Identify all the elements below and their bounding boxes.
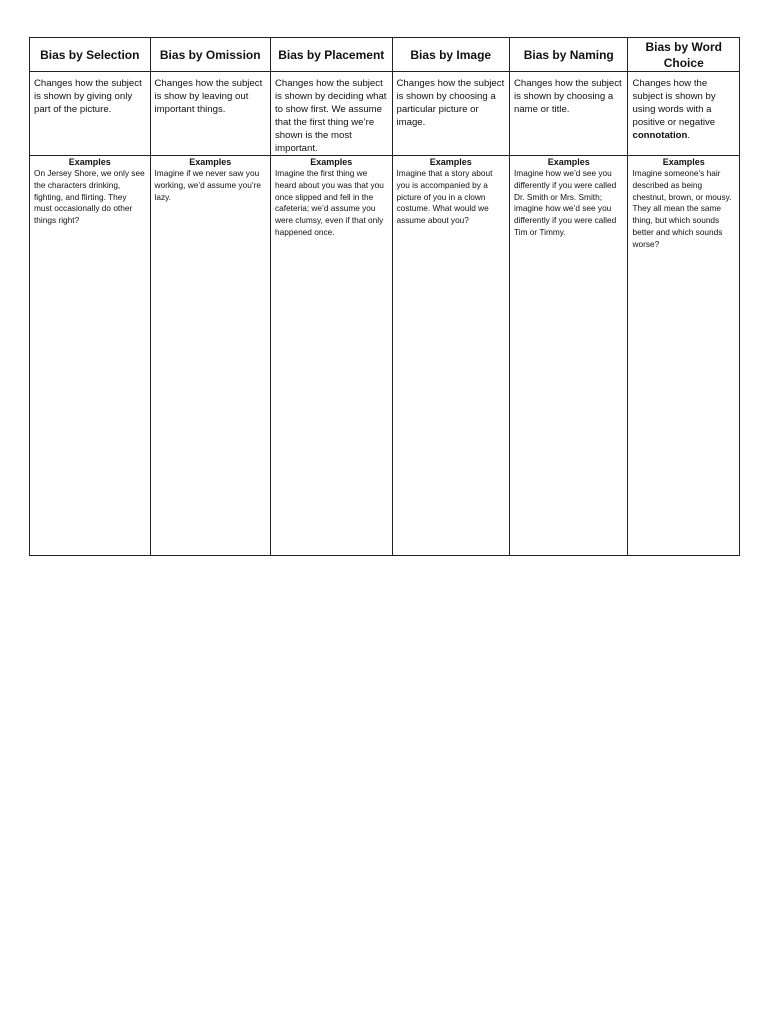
- examples-row: [30, 156, 740, 556]
- example-naming: Imagine how we’d see you differently if you were called Dr. Smith or Mrs. Smith; imagine how we’d see you differently if you were called Tim or Timmy.: [513, 168, 617, 237]
- examples-cell-image: [392, 156, 509, 556]
- examples-cell-omission: [150, 156, 271, 556]
- description-selection: Changes how the subject is shown by giving only part of the picture.: [34, 78, 142, 115]
- description-cell-selection: [30, 72, 151, 156]
- example-image: Imagine that a story about you is accompanied by a picture of you in a clown costume. What would we assume about you?: [396, 168, 493, 226]
- description-cell-placement: [271, 72, 393, 156]
- description-cell-omission: [150, 72, 271, 156]
- description-omission: Changes how the subject is show by leaving out important things.: [154, 78, 263, 115]
- description-placement: Changes how the subject is shown by deciding what to show first. We assume that the first thing we’re shown is the most important.: [275, 78, 387, 154]
- header-row: [30, 38, 740, 72]
- example-omission: Imagine if we never saw you working, we’d assume you’re lazy.: [154, 168, 262, 202]
- examples-cell-placement: [271, 156, 393, 556]
- examples-cell-selection: [30, 156, 151, 556]
- description-naming: Changes how the subject is shown by choosing a name or title.: [513, 78, 622, 115]
- heading-selection: Bias by Selection: [30, 38, 151, 72]
- examples-label: Examples: [429, 157, 472, 167]
- examples-cell-word-choice: [628, 156, 740, 556]
- examples-label: Examples: [310, 157, 353, 167]
- example-placement: Imagine the first thing we heard about you was that you once slipped and fell in the cafeteria; we’d assume you were clumsy, even if that only happened once.: [275, 168, 384, 237]
- description-cell-naming: [509, 72, 628, 156]
- bias-types-table: [29, 37, 740, 556]
- description-cell-image: [392, 72, 509, 156]
- heading-placement: Bias by Placement: [271, 38, 393, 72]
- heading-word-choice: Bias by Word Choice: [628, 38, 740, 72]
- examples-label: Examples: [68, 157, 111, 167]
- heading-omission: Bias by Omission: [150, 38, 271, 72]
- description-word-choice-text: Changes how the subject is shown by using words with a positive or negative: [632, 78, 716, 128]
- examples-label: Examples: [189, 157, 232, 167]
- description-word-choice: [628, 72, 739, 142]
- description-word-choice-bold: connotation: [632, 130, 688, 141]
- examples-label: Examples: [547, 157, 590, 167]
- examples-cell-naming: [509, 156, 628, 556]
- description-row: [30, 72, 740, 156]
- example-word-choice: Imagine someone’s hair described as being chestnut, brown, or mousy. They all mean the same thing, but which sounds better and which sounds worse?: [632, 168, 732, 249]
- heading-naming: Bias by Naming: [509, 38, 628, 72]
- description-image: Changes how the subject is shown by choosing a particular picture or image.: [396, 78, 505, 128]
- heading-image: Bias by Image: [392, 38, 509, 72]
- description-cell-word-choice: [628, 72, 740, 156]
- examples-label: Examples: [662, 157, 705, 167]
- description-word-choice-end: .: [687, 130, 691, 141]
- example-selection: On Jersey Shore, we only see the characters drinking, fighting, and flirting. They must occasionally do other things right?: [34, 168, 145, 226]
